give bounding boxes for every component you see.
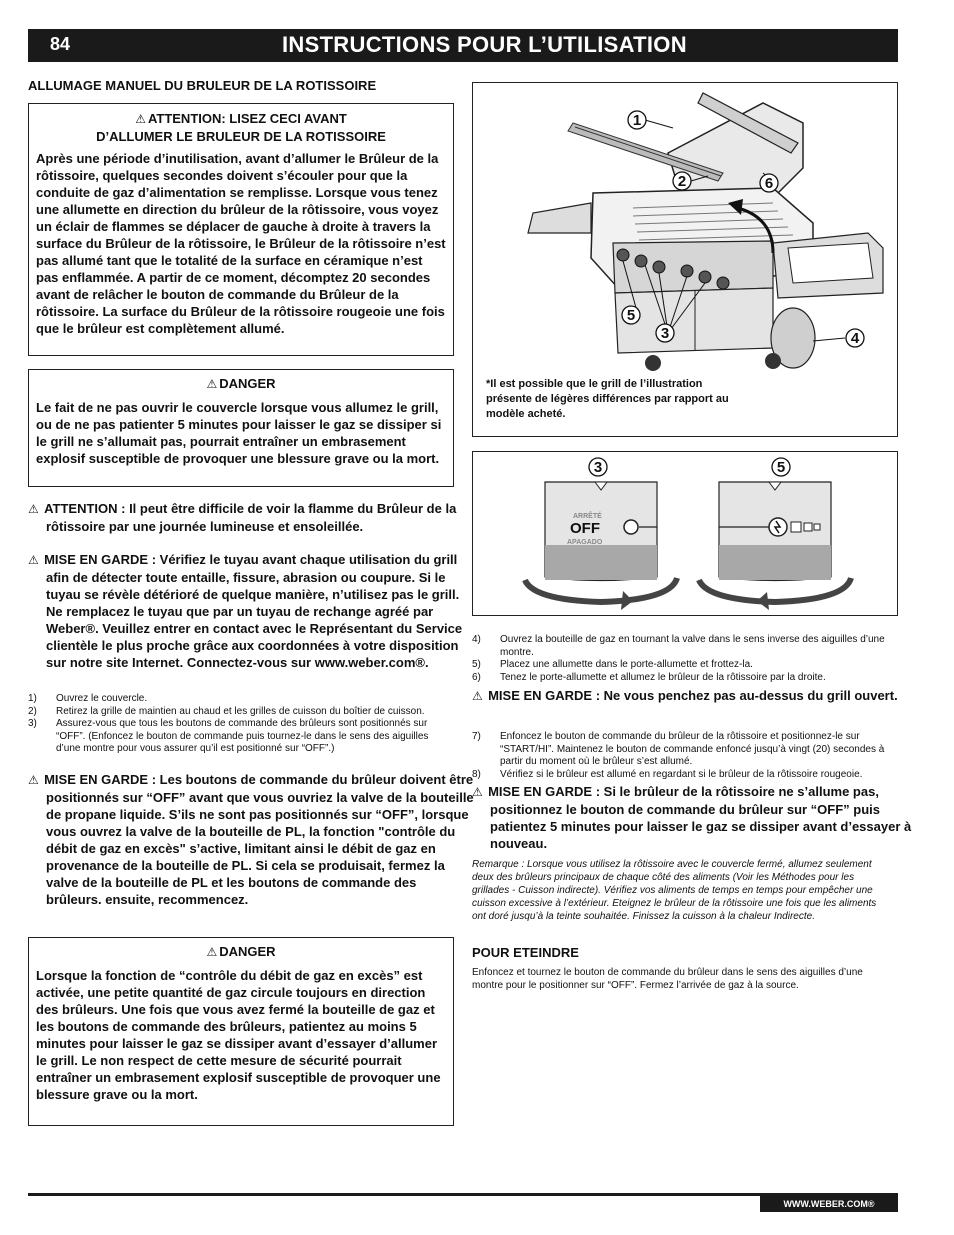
svg-text:5: 5: [626, 307, 636, 324]
list-item: 6) Tenez le porte-allumette et allumez le brûleur de la rôtissoire par la droite.: [472, 671, 826, 683]
svg-text:3: 3: [593, 459, 603, 476]
attention-note: ⚠ ATTENTION : Il peut être difficile de voir la flamme du Brûleur de la rôtissoire par une journée lumineuse et ensoleillée.: [28, 501, 457, 534]
warning-icon: ⚠: [28, 773, 43, 787]
remark-note: Remarque : Lorsque vous utilisez la rôtissoire avec le couvercle fermé, allumez seulement deux des brûleurs principaux de chaque côté des aliments (Voir les Méthodes pour les grillades - Cuisson indirecte). Vérifiez vos aliments de temps en temps pour empêcher une cuisson excessive à l’extérieur. Eteignez le brûleur de la rôtissoire une fois que les aliments ont doré jusqu’à la teinte souhaitée. Finissez la cuisson à la chaleur Indirecte.: [472, 859, 877, 922]
danger-box-excess-flow: [28, 937, 454, 1126]
list-item: 5) Placez une allumette dans le porte-allumette et frottez-la.: [472, 659, 753, 671]
callout-2: [673, 172, 691, 190]
svg-text:2: 2: [677, 173, 687, 190]
warning-icon: ⚠: [472, 785, 487, 799]
warning-icon: ⚠: [206, 377, 218, 391]
svg-text:6: 6: [764, 175, 774, 192]
callout-4: [846, 329, 864, 347]
attention-heading: ⚠ ATTENTION: LISEZ CECI AVANT D’ALLUMER LE BRULEUR DE LA ROTISSOIRE: [96, 111, 386, 144]
list-item: 2) Retirez la grille de maintien au chaud et les grilles de cuisson du boîtier de cuisson.: [28, 705, 425, 717]
warning-icon: ⚠: [206, 945, 218, 959]
list-item: 1) Ouvrez le couvercle.: [28, 693, 148, 704]
warning-burner-off: ⚠ MISE EN GARDE : Les boutons de commande du brûleur doivent être positionnés sur “OFF” avant que vous ouvriez la valve de la bouteille de propane liquide. S’ils ne sont pas positionnés sur “OFF”, lorsque vous ouvrez la valve de la bouteille de PL, la fonction "contrôle du débit de gaz en excès" s’active, limitant ainsi le débit de gaz en provenance de la bouteille de PL. Si cela se produisait, fermez la valve de la bouteille de PL et les boutons de commande des brûleurs. ensuite, recommencez.: [28, 772, 474, 907]
warning-icon: ⚠: [28, 502, 43, 516]
list-item: 7) Enfoncez le bouton de commande du brûleur de la rôtissoire et positionnez-le sur “START/HI”. Maintenez le bouton de commande enfoncé jusqu’à vingt (20) secondes à partir du moment où le brûleur s’est allumé.: [472, 731, 885, 768]
grill-figure: [472, 82, 898, 437]
figure-caption: *Il est possible que le grill de l’illustration présente de légères différences par rapport au modèle acheté.: [486, 378, 729, 420]
list-item: 8) Vérifiez si le brûleur est allumé en regardant si le brûleur de la rôtissoire rougeoie.: [472, 768, 863, 780]
attention-body: Après une période d’inutilisation, avant d’allumer le Brûleur de la rôtissoire, quelques secondes doivent s’écouler pour que la conduite de gaz d’alimentation se remplisse. Lorsque vous tenez une allumette en direction du brûleur de la rôtissoire, vous voyez un éclair de flammes se déplacer de gauche à droite à travers la surface du Brûleur de la rôtissoire, le Brûleur de la rôtissoire n’est pas allumé tant que le totalité de la surface en céramique n’est pas enflammée. A partir de ce moment, décomptez 20 secondes avant de relâcher le bouton de commande du Brûleur de la rôtissoire. La surface du Brûleur de la rôtissoire rougeoie une fois que le brûleur est complètement allumé.: [36, 151, 446, 336]
svg-text:ARRÊTÉ: ARRÊTÉ: [573, 513, 602, 520]
svg-text:4: 4: [850, 330, 860, 347]
callout-5: [772, 458, 790, 476]
warning-icon: ⚠: [472, 689, 487, 703]
footer-url: WWW.WEBER.COM®: [760, 1196, 898, 1212]
danger-heading: ⚠ DANGER: [206, 944, 276, 959]
list-item: 4) Ouvrez la bouteille de gaz en tournant la valve dans le sens inverse des aiguilles d’une montre.: [472, 634, 885, 658]
warning-do-not-lean: ⚠ MISE EN GARDE : Ne vous penchez pas au-dessus du grill ouvert.: [472, 688, 898, 703]
steps-list-2: [472, 634, 898, 684]
callout-6: [760, 174, 778, 192]
callout-3: [589, 458, 607, 476]
danger-heading: ⚠ DANGER: [206, 376, 276, 391]
svg-text:APAGADO: APAGADO: [567, 539, 603, 546]
page-number: 84: [50, 34, 71, 54]
danger-body: Lorsque la fonction de “contrôle du débit de gaz en excès” est activée, une petite quantité de gaz circule toujours en direction des brûleurs. Une fois que vous avez fermé la bouteille de gaz et les boutons de commande des brûleurs, patientez au moins 5 minutes pour laisser le gaz se dissiper avant d’essayer d’allumer le grill. Le non respect de cette mesure de sécurité pourrait entraîner un embrasement explosif susceptible de provoquer une blessure grave ou la mort.: [36, 968, 441, 1102]
turn-off-body: Enfoncez et tournez le bouton de commande du brûleur dans le sens des aiguilles d’une montre pour le positionner sur “OFF”. Fermez l’arrivée de gaz à la source.: [472, 967, 863, 991]
warning-icon: ⚠: [28, 553, 43, 567]
section-title: ALLUMAGE MANUEL DU BRULEUR DE LA ROTISSOIRE: [28, 78, 377, 93]
callout-3: [656, 324, 674, 342]
svg-text:3: 3: [660, 325, 670, 342]
svg-text:5: 5: [776, 459, 786, 476]
steps-list-3: [472, 731, 900, 781]
callout-1: [628, 111, 646, 129]
steps-list-1: [28, 693, 454, 756]
svg-text:OFF: OFF: [570, 520, 600, 537]
attention-box: [28, 103, 454, 356]
svg-text:1: 1: [632, 112, 642, 129]
page-header: [28, 29, 898, 62]
turn-off-heading: POUR ETEINDRE: [472, 945, 579, 960]
page-title: INSTRUCTIONS POUR L’UTILISATION: [282, 32, 687, 57]
valve-illustration: [473, 452, 897, 615]
valve-figure: [472, 451, 898, 616]
danger-body: Le fait de ne pas ouvrir le couvercle lorsque vous allumez le grill, ou de ne pas patienter 5 minutes pour laisser le gaz se dissiper si le grill ne s’allumait pas, pourrait entraîner un embrasement explosif susceptible de provoquer une blessure grave ou la mort.: [36, 400, 442, 466]
warning-burner-no-light: ⚠ MISE EN GARDE : Si le brûleur de la rôtissoire ne s’allume pas, positionnez le bouton de commande du brûleur sur “OFF” puis patientez 5 minutes pour laisser le gaz se dissiper avant d’essayer à nouveau.: [472, 784, 912, 851]
callout-5: [622, 306, 640, 324]
warning-hose-check: ⚠ MISE EN GARDE : Vérifiez le tuyau avant chaque utilisation du grill afin de détecter toute entaille, fissure, abrasion ou coupure. Si le tuyau se révèle détérioré de quelque manière, n’utilisez pas le grill. Ne remplacez le tuyau que par un tuyau de rechange agréé par Weber®. Veuillez entrer en contact avec le Représentant du Service clientèle le plus proche grâce aux coordonnées à votre disposition sur notre site Internet. Connectez-vous sur www.weber.com®.: [28, 552, 463, 670]
danger-box: [28, 369, 454, 487]
list-item: 3) Assurez-vous que tous les boutons de commande des brûleurs sont positionnés sur “OFF”. (Enfoncez le bouton de commande puis tournez-le dans le sens des aiguilles d’une montre pour vous assurer qu’il est positionné sur “OFF”.): [28, 718, 429, 755]
warning-icon: ⚠: [135, 112, 146, 126]
